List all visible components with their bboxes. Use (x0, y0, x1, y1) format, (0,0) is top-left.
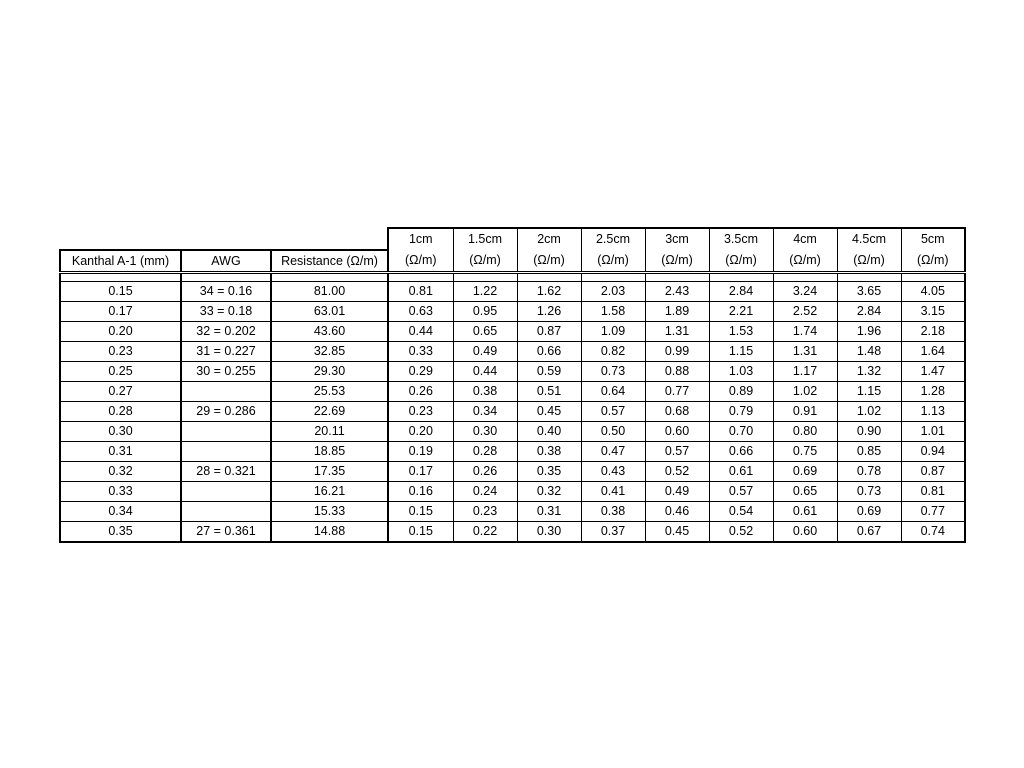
coil-resistance-cell: 0.30 (453, 422, 517, 442)
coil-resistance-cell: 2.84 (837, 302, 901, 322)
awg-cell: 30 = 0.255 (181, 362, 271, 382)
coil-resistance-cell: 1.48 (837, 342, 901, 362)
coil-resistance-cell: 0.81 (388, 282, 453, 302)
resistance-cell: 25.53 (271, 382, 388, 402)
coil-resistance-cell: 0.45 (645, 522, 709, 543)
coil-resistance-cell: 1.58 (581, 302, 645, 322)
resistance-cell: 15.33 (271, 502, 388, 522)
coil-resistance-cell: 0.57 (645, 442, 709, 462)
kanthal-cell: 0.17 (60, 302, 181, 322)
resistance-cell: 16.21 (271, 482, 388, 502)
coil-resistance-cell: 0.95 (453, 302, 517, 322)
coil-resistance-cell: 0.66 (709, 442, 773, 462)
coil-resistance-cell: 0.49 (453, 342, 517, 362)
coil-resistance-cell: 0.41 (581, 482, 645, 502)
coil-resistance-cell: 0.82 (581, 342, 645, 362)
kanthal-cell: 0.35 (60, 522, 181, 543)
coil-resistance-cell: 3.15 (901, 302, 965, 322)
coil-resistance-cell: 0.16 (388, 482, 453, 502)
coil-resistance-cell: 0.15 (388, 502, 453, 522)
coil-resistance-cell: 0.19 (388, 442, 453, 462)
coil-resistance-cell: 0.74 (901, 522, 965, 543)
coil-resistance-cell: 0.33 (388, 342, 453, 362)
coil-resistance-cell: 0.79 (709, 402, 773, 422)
coil-resistance-cell: 2.21 (709, 302, 773, 322)
coil-resistance-cell: 1.53 (709, 322, 773, 342)
coil-resistance-cell: 1.09 (581, 322, 645, 342)
coil-resistance-cell: 0.49 (645, 482, 709, 502)
unit-header: (Ω/m) (581, 250, 645, 273)
coil-resistance-cell: 0.15 (388, 522, 453, 543)
coil-resistance-cell: 0.59 (517, 362, 581, 382)
table-row (60, 502, 965, 522)
awg-header: AWG (181, 250, 271, 273)
coil-resistance-cell: 0.68 (645, 402, 709, 422)
kanthal-cell: 0.31 (60, 442, 181, 462)
coil-header: 2cm (517, 228, 581, 250)
coil-resistance-cell: 0.23 (388, 402, 453, 422)
table-row (60, 322, 965, 342)
resistance-cell: 14.88 (271, 522, 388, 543)
coil-resistance-cell: 0.89 (709, 382, 773, 402)
unit-header: (Ω/m) (388, 250, 453, 273)
unit-header: (Ω/m) (453, 250, 517, 273)
header-row-top (60, 228, 965, 250)
coil-resistance-cell: 0.77 (901, 502, 965, 522)
kanthal-cell: 0.23 (60, 342, 181, 362)
coil-resistance-cell: 1.15 (837, 382, 901, 402)
coil-resistance-cell: 3.24 (773, 282, 837, 302)
coil-resistance-cell: 0.67 (837, 522, 901, 543)
coil-resistance-cell: 0.88 (645, 362, 709, 382)
resistance-cell: 18.85 (271, 442, 388, 462)
coil-resistance-cell: 0.44 (388, 322, 453, 342)
awg-cell: 27 = 0.361 (181, 522, 271, 543)
kanthal-header: Kanthal A-1 (mm) (60, 250, 181, 273)
coil-resistance-cell: 0.30 (517, 522, 581, 543)
kanthal-cell: 0.28 (60, 402, 181, 422)
coil-header: 4cm (773, 228, 837, 250)
coil-resistance-cell: 1.62 (517, 282, 581, 302)
table-row (60, 522, 965, 543)
coil-resistance-cell: 0.65 (453, 322, 517, 342)
unit-header: (Ω/m) (517, 250, 581, 273)
coil-header: 3cm (645, 228, 709, 250)
awg-cell (181, 442, 271, 462)
header-separator (60, 273, 965, 282)
kanthal-cell: 0.30 (60, 422, 181, 442)
coil-resistance-cell: 0.17 (388, 462, 453, 482)
coil-resistance-cell: 0.69 (773, 462, 837, 482)
coil-resistance-cell: 1.74 (773, 322, 837, 342)
coil-resistance-cell: 0.63 (388, 302, 453, 322)
coil-resistance-cell: 1.01 (901, 422, 965, 442)
coil-resistance-cell: 0.87 (517, 322, 581, 342)
coil-resistance-cell: 0.50 (581, 422, 645, 442)
coil-header: 3.5cm (709, 228, 773, 250)
resistance-table (59, 227, 966, 543)
coil-resistance-cell: 0.28 (453, 442, 517, 462)
coil-resistance-cell: 0.52 (709, 522, 773, 543)
resistance-cell: 17.35 (271, 462, 388, 482)
coil-resistance-cell: 0.52 (645, 462, 709, 482)
table-row (60, 362, 965, 382)
coil-resistance-cell: 0.81 (901, 482, 965, 502)
coil-resistance-cell: 0.26 (453, 462, 517, 482)
coil-header: 2.5cm (581, 228, 645, 250)
coil-resistance-cell: 1.02 (773, 382, 837, 402)
coil-resistance-cell: 0.20 (388, 422, 453, 442)
coil-resistance-cell: 2.43 (645, 282, 709, 302)
awg-cell (181, 482, 271, 502)
unit-header: (Ω/m) (645, 250, 709, 273)
coil-resistance-cell: 0.38 (581, 502, 645, 522)
header-row-bottom (60, 250, 965, 273)
coil-header: 1.5cm (453, 228, 517, 250)
coil-resistance-cell: 0.65 (773, 482, 837, 502)
coil-resistance-cell: 0.99 (645, 342, 709, 362)
coil-resistance-cell: 0.35 (517, 462, 581, 482)
unit-header: (Ω/m) (901, 250, 965, 273)
coil-resistance-cell: 1.31 (773, 342, 837, 362)
coil-resistance-cell: 0.69 (837, 502, 901, 522)
awg-cell: 33 = 0.18 (181, 302, 271, 322)
coil-resistance-cell: 0.57 (581, 402, 645, 422)
coil-resistance-cell: 0.64 (581, 382, 645, 402)
kanthal-cell: 0.25 (60, 362, 181, 382)
coil-resistance-cell: 0.47 (581, 442, 645, 462)
coil-resistance-cell: 0.45 (517, 402, 581, 422)
unit-header: (Ω/m) (709, 250, 773, 273)
table-row (60, 482, 965, 502)
coil-resistance-cell: 0.78 (837, 462, 901, 482)
awg-cell: 29 = 0.286 (181, 402, 271, 422)
coil-resistance-cell: 1.32 (837, 362, 901, 382)
coil-resistance-cell: 0.32 (517, 482, 581, 502)
coil-resistance-cell: 0.54 (709, 502, 773, 522)
coil-resistance-cell: 0.60 (645, 422, 709, 442)
resistance-cell: 43.60 (271, 322, 388, 342)
kanthal-cell: 0.32 (60, 462, 181, 482)
coil-resistance-cell: 0.61 (709, 462, 773, 482)
coil-resistance-cell: 0.90 (837, 422, 901, 442)
coil-resistance-cell: 0.66 (517, 342, 581, 362)
coil-resistance-cell: 0.85 (837, 442, 901, 462)
coil-header: 1cm (388, 228, 453, 250)
resistance-cell: 63.01 (271, 302, 388, 322)
coil-resistance-cell: 0.37 (581, 522, 645, 543)
resistance-cell: 22.69 (271, 402, 388, 422)
coil-resistance-cell: 0.60 (773, 522, 837, 543)
coil-resistance-cell: 0.29 (388, 362, 453, 382)
awg-cell: 28 = 0.321 (181, 462, 271, 482)
table-row (60, 302, 965, 322)
coil-resistance-cell: 2.18 (901, 322, 965, 342)
coil-resistance-cell: 1.89 (645, 302, 709, 322)
table-row (60, 422, 965, 442)
kanthal-cell: 0.33 (60, 482, 181, 502)
kanthal-cell: 0.15 (60, 282, 181, 302)
coil-resistance-cell: 0.51 (517, 382, 581, 402)
coil-resistance-cell: 0.22 (453, 522, 517, 543)
resistance-cell: 81.00 (271, 282, 388, 302)
coil-resistance-cell: 1.03 (709, 362, 773, 382)
coil-resistance-cell: 4.05 (901, 282, 965, 302)
awg-cell (181, 422, 271, 442)
kanthal-cell: 0.34 (60, 502, 181, 522)
coil-resistance-cell: 3.65 (837, 282, 901, 302)
awg-cell: 31 = 0.227 (181, 342, 271, 362)
unit-header: (Ω/m) (773, 250, 837, 273)
coil-resistance-cell: 1.22 (453, 282, 517, 302)
coil-header: 4.5cm (837, 228, 901, 250)
coil-resistance-cell: 0.44 (453, 362, 517, 382)
table-row (60, 342, 965, 362)
coil-resistance-cell: 0.80 (773, 422, 837, 442)
coil-resistance-cell: 1.13 (901, 402, 965, 422)
resistance-cell: 29.30 (271, 362, 388, 382)
coil-resistance-cell: 0.38 (517, 442, 581, 462)
coil-resistance-cell: 0.34 (453, 402, 517, 422)
coil-resistance-cell: 0.24 (453, 482, 517, 502)
coil-resistance-cell: 1.31 (645, 322, 709, 342)
coil-resistance-cell: 0.57 (709, 482, 773, 502)
resistance-cell: 32.85 (271, 342, 388, 362)
coil-resistance-cell: 0.31 (517, 502, 581, 522)
resistance-cell: 20.11 (271, 422, 388, 442)
coil-resistance-cell: 0.91 (773, 402, 837, 422)
coil-resistance-cell: 1.64 (901, 342, 965, 362)
awg-cell: 34 = 0.16 (181, 282, 271, 302)
coil-resistance-cell: 0.94 (901, 442, 965, 462)
resistance-header: Resistance (Ω/m) (271, 250, 388, 273)
table-row (60, 382, 965, 402)
coil-resistance-cell: 0.43 (581, 462, 645, 482)
coil-header: 5cm (901, 228, 965, 250)
coil-resistance-cell: 0.38 (453, 382, 517, 402)
coil-resistance-cell: 1.47 (901, 362, 965, 382)
coil-resistance-cell: 0.73 (581, 362, 645, 382)
table-row (60, 442, 965, 462)
coil-resistance-cell: 0.87 (901, 462, 965, 482)
coil-resistance-cell: 2.52 (773, 302, 837, 322)
coil-resistance-cell: 0.40 (517, 422, 581, 442)
awg-cell (181, 382, 271, 402)
coil-resistance-cell: 1.02 (837, 402, 901, 422)
coil-resistance-cell: 0.77 (645, 382, 709, 402)
coil-resistance-cell: 0.75 (773, 442, 837, 462)
kanthal-cell: 0.27 (60, 382, 181, 402)
coil-resistance-cell: 1.96 (837, 322, 901, 342)
unit-header: (Ω/m) (837, 250, 901, 273)
coil-resistance-cell: 1.26 (517, 302, 581, 322)
table-row (60, 402, 965, 422)
coil-resistance-cell: 0.23 (453, 502, 517, 522)
coil-resistance-cell: 1.17 (773, 362, 837, 382)
coil-resistance-cell: 0.46 (645, 502, 709, 522)
coil-resistance-cell: 0.61 (773, 502, 837, 522)
kanthal-cell: 0.20 (60, 322, 181, 342)
coil-resistance-cell: 2.84 (709, 282, 773, 302)
awg-cell (181, 502, 271, 522)
coil-resistance-cell: 1.28 (901, 382, 965, 402)
coil-resistance-cell: 1.15 (709, 342, 773, 362)
table-row (60, 282, 965, 302)
awg-cell: 32 = 0.202 (181, 322, 271, 342)
table-row (60, 462, 965, 482)
coil-resistance-cell: 0.26 (388, 382, 453, 402)
coil-resistance-cell: 0.70 (709, 422, 773, 442)
coil-resistance-cell: 2.03 (581, 282, 645, 302)
coil-resistance-cell: 0.73 (837, 482, 901, 502)
